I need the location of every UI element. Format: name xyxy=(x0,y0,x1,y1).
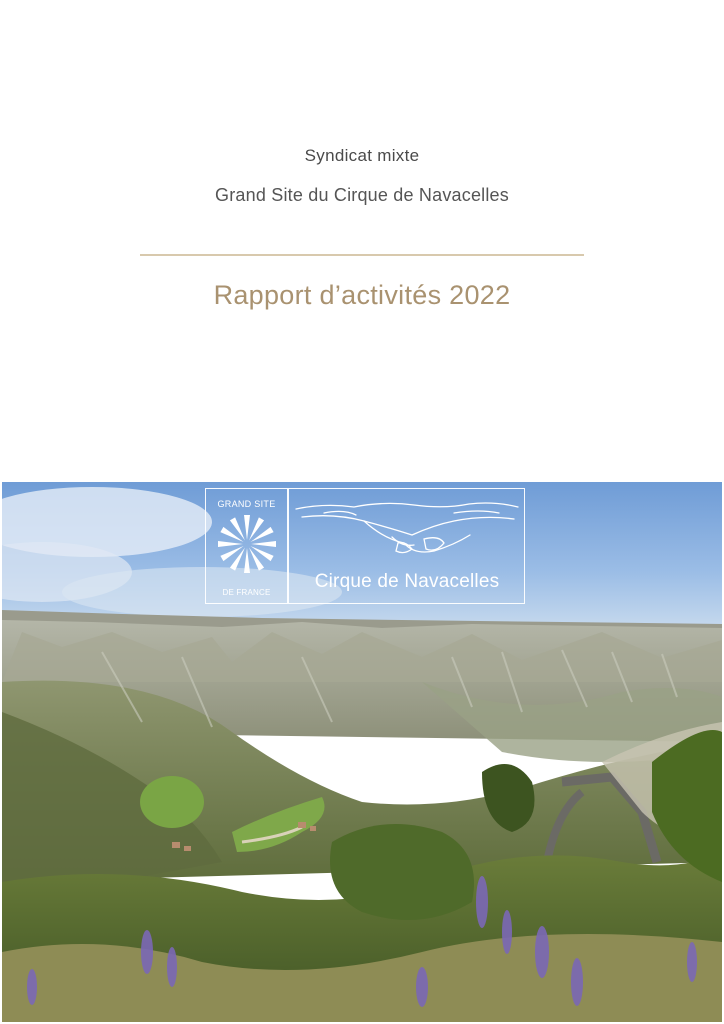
organization-name: Grand Site du Cirque de Navacelles xyxy=(215,185,509,205)
divider-rule xyxy=(140,254,584,256)
organization-type: Syndicat mixte xyxy=(304,146,420,165)
report-title: Rapport d’activités 2022 xyxy=(213,280,511,310)
logo-site-name: Cirque de Navacelles xyxy=(314,571,500,592)
sun-rays-icon xyxy=(216,513,278,575)
grand-site-logo xyxy=(205,488,525,604)
cirque-sketch-icon xyxy=(294,495,520,565)
logo-top-label: GRAND SITE xyxy=(217,499,276,509)
logo-bottom-label: DE FRANCE xyxy=(222,588,271,597)
